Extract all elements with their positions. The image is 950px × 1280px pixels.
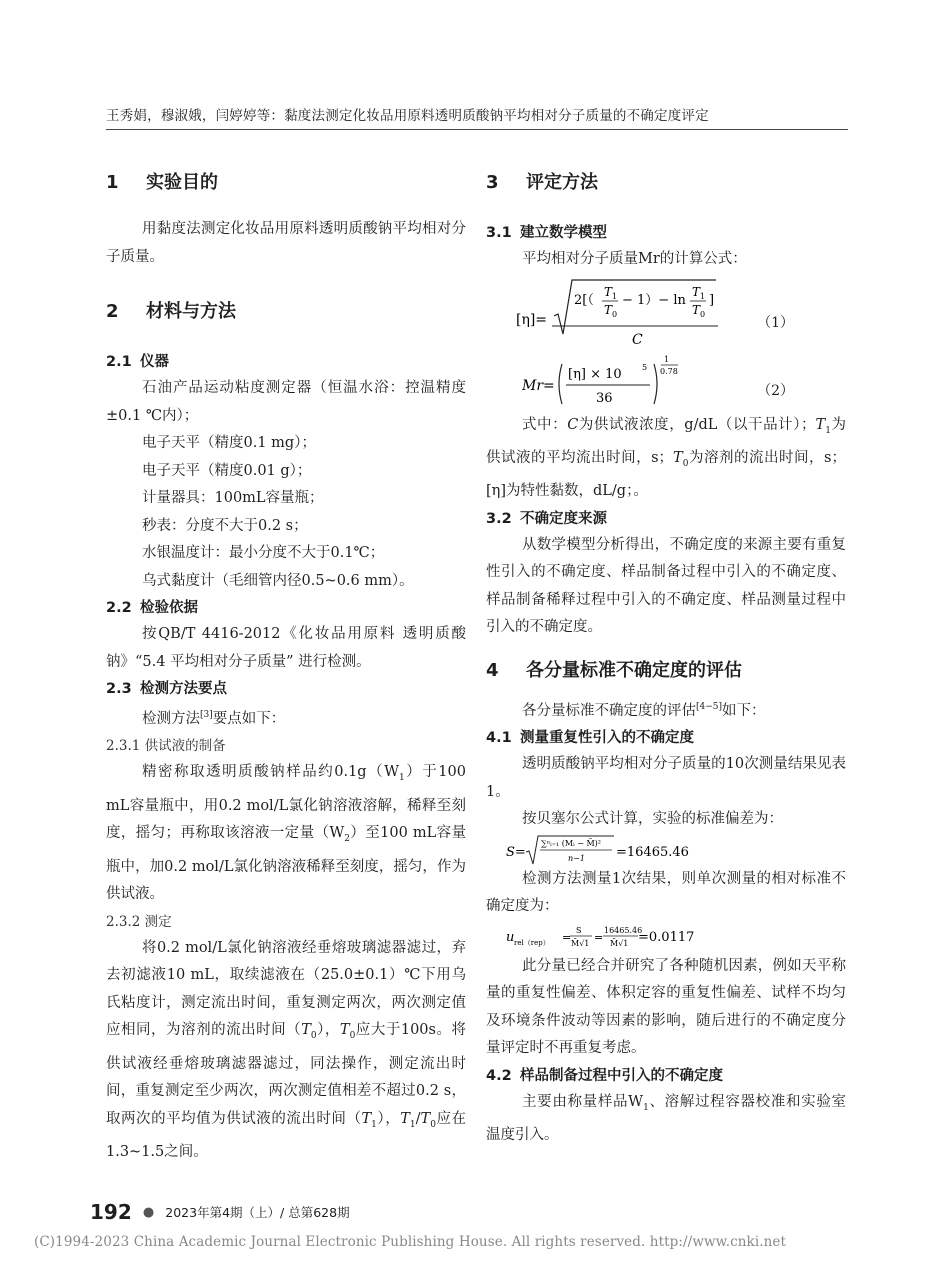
instrument-item: 电子天平（精度0.1 mg）； (142, 435, 316, 451)
section-4-1-text-4: 此分量已经合并研究了各种随机因素，例如天平称量的重复性偏差、体积定容的重复性偏差、试样不均匀及环境条件波动等因素的影响，随后进行的不确定度分量评定时不再重复考虑。 (486, 957, 846, 1057)
section-3-1-symbols: 式中：C为供试液浓度，g/dL（以干品计）；$T_1$为供试液的平均流出时间，s；$T_0$为溶剂的流出时间，s；[η]为特性黏数，dL/g；。 (486, 416, 847, 500)
section-2-heading: 2 材料与方法 (106, 301, 236, 322)
copyright-line: (C)1994-2023 China Academic Journal Electronic Publishing House. All rights reserved. http://www.cnki.net (34, 1234, 787, 1250)
eq1-minus-ln: − 1）− ln (622, 292, 686, 308)
equation-1-number: （1） (757, 314, 794, 331)
eq1-sub0b: 0 (700, 309, 706, 319)
eq2-denominator: 36 (596, 390, 613, 406)
section-3-heading: 3 评定方法 (486, 172, 598, 193)
eq1-T1b: T (692, 284, 701, 299)
equation-1 (486, 274, 846, 350)
eq2-lhs: Mr= (522, 377, 555, 394)
eqU-f2-den: M̄√1 (610, 938, 629, 948)
section-1-text: 用黏度法测定化妆品用原料透明质酸钠平均相对分子质量。 (106, 221, 466, 265)
eqU-f2-num: 16465.46 (604, 925, 643, 935)
equation-rel-uncertainty (486, 921, 846, 953)
section-2-3-1-heading: 2.3.1 供试液的制备 (106, 738, 226, 755)
eqS-denominator: n−1 (568, 853, 585, 863)
section-3-1-intro: 平均相对分子质量Mr的计算公式： (522, 251, 747, 267)
equation-1-svg (516, 274, 876, 350)
running-head: 王秀娟，穆淑娥，闫婷婷等：黏度法测定化妆品用原料透明质酸钠平均相对分子质量的不确定度评定 (106, 108, 709, 124)
eq1-sub1b: 1 (700, 291, 706, 301)
section-1-heading: 1 实验目的 (106, 172, 218, 193)
instrument-item: 水银温度计：最小分度不大于0.1℃； (142, 545, 385, 561)
eq2-numerator: [η] × 10 (568, 366, 622, 382)
eq1-T0: T (604, 302, 613, 317)
section-4-2-heading: 4.2 样品制备过程中引入的不确定度 (486, 1067, 723, 1084)
section-3-2-heading: 3.2 不确定度来源 (486, 510, 607, 527)
instrument-item: 乌式黏度计（毛细管内径0.5~0.6 mm）。 (142, 572, 414, 589)
citation-ref: [3] (200, 710, 213, 720)
eq1-sqrt-open: 2[（ (574, 292, 594, 308)
section-3-1-heading: 3.1 建立数学模型 (486, 225, 607, 241)
eq1-lhs: [η]= (516, 311, 548, 328)
citation-ref: [4−5] (696, 701, 723, 712)
section-2-1-heading: 2.1 仪器 (106, 354, 169, 370)
eqU-sub: rel（rep） (514, 938, 550, 947)
left-paren (559, 364, 562, 404)
section-2-3-2-heading: 2.3.2 测定 (106, 913, 172, 930)
section-2-2-text: 按QB/T 4416-2012《化妆品用原料 透明质酸钠》“5.4 平均相对分子质量” 进行检测。 (106, 626, 466, 670)
eqU-value: =0.0117 (638, 929, 695, 945)
eq1-sub1: 1 (612, 291, 618, 301)
section-4-1-text-1: 透明质酸钠平均相对分子质量的10次测量结果见表1。 (486, 756, 846, 800)
eq1-close: ] (709, 292, 715, 308)
section-4-2-text: 主要由称量样品$W_1$、溶解过程容器校准和实验室温度引入。 (486, 1093, 847, 1143)
section-2-2-heading: 2.2 检验依据 (106, 600, 198, 616)
eq1-T0b: T (692, 302, 701, 317)
eqS-value: =16465.46 (616, 844, 689, 860)
eqS-numerator: ∑ⁿᵢ₌₁ (Mᵢ − M̄)² (541, 838, 601, 848)
left-column (106, 168, 466, 1166)
equation-2 (486, 350, 846, 412)
issue-info: 2023年第4期（上）/ 总第628期 (165, 1205, 350, 1220)
right-paren (654, 364, 657, 404)
instrument-item: 秒表：分度不大于0.2 s； (142, 517, 308, 534)
section-2-3-heading: 2.3 检测方法要点 (106, 681, 227, 697)
eqU-eq-1: = (562, 930, 572, 944)
instrument-item: 计量器具：100mL容量瓶； (142, 490, 324, 506)
section-2-3-1-text: 精密称取透明质酸钠样品约$0.1g(W_1)$于100 mL容量瓶中，用0.2 mol/L氯化钠溶液溶解，稀释至刻度，摇匀；再称取该溶液一定量$(W_2)$至100 mL容量瓶中，加0.2 mol/L氯化钠溶液稀释至刻度，摇匀，作为供试液。 (106, 764, 467, 903)
eqU-f1-num: S (576, 925, 582, 935)
eqU-f1-den: M̄√1 (571, 938, 590, 948)
header-rule (106, 129, 848, 130)
eq1-T1: T (604, 284, 613, 299)
section-4-1-text-3: 检测方法测量1次结果，则单次测量的相对标准不确定度为： (486, 870, 846, 915)
eqU-eq-2: = (594, 930, 604, 944)
equation-rel-uncertainty-svg (506, 921, 866, 953)
instrument-item: 电子天平（精度0.01 g）； (142, 462, 312, 479)
section-4-1-text-2: 按贝塞尔公式计算，实验的标准偏差为： (522, 811, 783, 828)
eq2-exp: 5 (642, 362, 648, 372)
eq2-pow-num: 1 (664, 354, 670, 364)
eq2-pow-den: 0.78 (660, 366, 678, 376)
section-3-2-text: 从数学模型分析得出，不确定度的来源主要有重复性引入的不确定度、样品制备过程中引入的不确定度、样品制备稀释过程中引入的不确定度、样品测量过程中引入的不确定度。 (486, 536, 846, 636)
eqU-u: u (506, 929, 515, 945)
instrument-item: 石油产品运动粘度测定器（恒温水浴：控温精度±0.1 ℃内）； (106, 380, 466, 424)
page-footer (90, 1200, 350, 1224)
eq1-sub0: 0 (612, 309, 618, 319)
right-column (486, 168, 846, 1150)
equation-std-dev (486, 834, 846, 866)
page-number: 192 (90, 1200, 132, 1224)
eqS-lhs: S= (506, 844, 526, 860)
section-4-1-heading: 4.1 测量重复性引入的不确定度 (486, 730, 694, 747)
section-2-3-2-text: 将0.2 mol/L氯化钠溶液经垂熔玻璃滤器滤过，弃去初滤液10 mL，取续滤液在（25.0±0.1）℃下用乌氏粘度计，测定流出时间，重复测定两次，两次测定值应相同，为溶剂的流出时间$(T_0)$，$T_0$应大于100s。将供试液经垂熔玻璃滤器滤过，同法操作，测定流出时间，重复测定至少两次，两次测定值相差不超过0.2 s，取两次的平均值为供试液的流出时间$(T_1)$，$T_1/T_0$应在1.3~1.5之间。 (106, 939, 467, 1160)
equation-2-number: （2） (757, 382, 794, 399)
section-4-intro: 各分量标准不确定度的评估[4−5]如下： (522, 701, 766, 719)
eq1-denominator: C (632, 331, 643, 348)
section-2-3-text: 检测方法[3]要点如下： (142, 710, 286, 727)
bullet-icon: ● (142, 1204, 155, 1220)
section-4-heading: 4 各分量标准不确定度的评估 (486, 659, 742, 681)
equation-std-dev-svg (506, 834, 866, 866)
